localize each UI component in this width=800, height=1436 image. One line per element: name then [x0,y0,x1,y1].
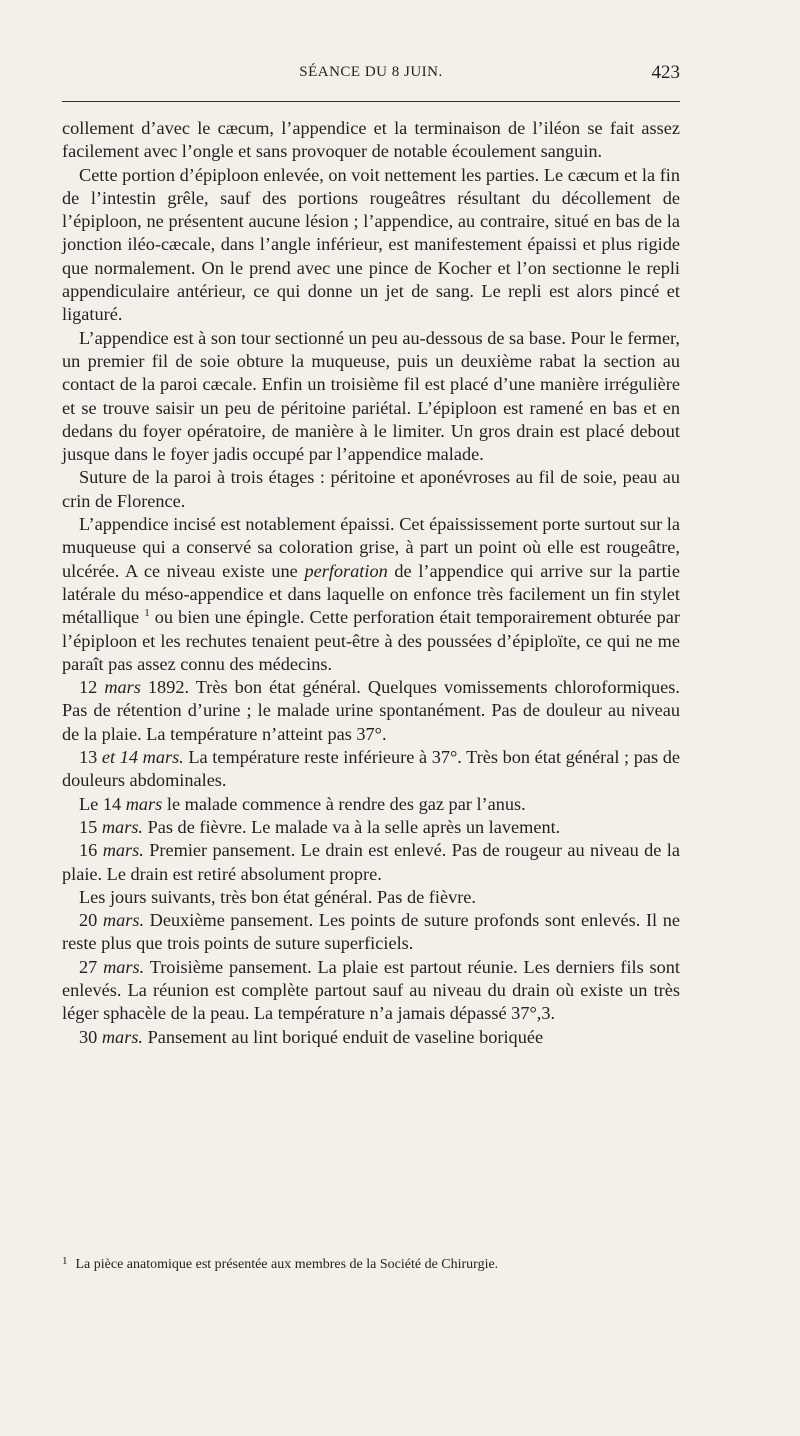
footnote-text: La pièce anatomique est présentée aux membres de la Société de Chirurgie. [75,1257,499,1272]
paragraph-continued: collement d’avec le cæcum, l’appendice et la terminaison de l’iléon se fait assez facilement avec l’ongle et sans provoquer de notable écoulement sanguin. [62,118,680,162]
paragraph-27-mars: 27 mars. Troisième pansement. La plaie est partout réunie. Les derniers fils sont enlevés. La réunion est complète partout sauf au niveau du drain où existe un très léger sphacèle de la peau. La température n’a jamais dépassé 37°,3. [62,956,680,1024]
paragraph-perforation: L’appendice incisé est notablement épaissi. Cet épaississement porte surtout sur la muqueuse qui a conservé sa coloration grise, à part un point où elle est rougeâtre, ulcérée. A ce niveau existe une perforation de l’appendice qui arrive sur la partie latérale du méso-appendice et dans laquelle on enfonce très facilement un fin stylet métallique $^1$ ou bien une épingle. Cette perforation était temporairement obturée par l’épiploon et les rechutes tenaient peut-être à des poussées d’épiploïte, ce qui ne me paraît pas assez connu des médecins. [62,514,680,674]
body-text [62,117,680,1049]
paragraph-20-mars: 20 mars. Deuxième pansement. Les points de suture profonds sont enlevés. Il ne reste plus que trois points de suture superficiels. [62,910,680,954]
page-number: 423 [651,62,680,83]
paragraph-12-mars: 12 mars 1892. Très bon état général. Quelques vomissements chloroformiques. Pas de rétention d’urine ; le malade urine spontanément. Pas de douleur au niveau de la plaie. La température n’atteint pas 37°. [62,677,680,744]
emphasis-perforation: perforation [304,560,388,581]
paragraph-30-mars: 30 mars. Pansement au lint boriqué enduit de vaseline boriquée [79,1026,544,1047]
paragraph-epiploon: Cette portion d’épiploon enlevée, on voit nettement les parties. Le cæcum et la fin de l’intestin grêle, sauf des portions rougeâtres résultant du décollement de l’épiploon, ne présentent aucune lésion ; l’appendice, au contraire, situé en bas de la jonction iléo-cæcale, dans l’angle inférieur, est manifestement épaissi et plus rigide que normalement. On le prend avec une pince de Kocher et l’on sectionne le repli appendiculaire antérieur, ce qui donne un jet de sang. Le repli est alors pincé et ligaturé. [62,164,680,325]
footnote-reference: 1 [144,607,150,620]
paragraph-suture: Suture de la paroi à trois étages : péritoine et aponévroses au fil de soie, peau au crin de Florence. [62,467,680,511]
paragraph-16-mars: 16 mars. Premier pansement. Le drain est enlevé. Pas de rougeur au niveau de la plaie. Le drain est retiré absolument propre. [62,840,680,884]
footnote-mark: 1 [62,1255,68,1267]
paragraph-14-mars: Le 14 mars le malade commence à rendre des gaz par l’anus. [79,793,526,814]
page-header [62,64,680,94]
header-rule [62,101,680,102]
paragraph-13-mars: 13 et 14 mars. La température reste inférieure à 37°. Très bon état général ; pas de douleurs abdominales. [62,747,680,791]
paragraph-jours-suivants: Les jours suivants, très bon état général. Pas de fièvre. [79,886,476,907]
paragraph-15-mars: 15 mars. Pas de fièvre. Le malade va à la selle après un lavement. [79,816,561,837]
paragraph-section-appendice: L’appendice est à son tour sectionné un peu au-dessous de sa base. Pour le fermer, un premier fil de soie obture la muqueuse, puis un deuxième rabat la section au contact de la paroi cæcale. Enfin un troisième fil est placé d’une manière irrégulière et se trouve saisir un peu de péritoine pariétal. L’épiploon est ramené en bas et en dedans du foyer opératoire, de manière à le limiter. Un gros drain est placé debout jusque dans le foyer jadis occupé par l’appendice malade. [62,327,680,465]
running-title: SÉANCE DU 8 JUIN. [299,64,443,80]
footnote [62,1256,682,1274]
